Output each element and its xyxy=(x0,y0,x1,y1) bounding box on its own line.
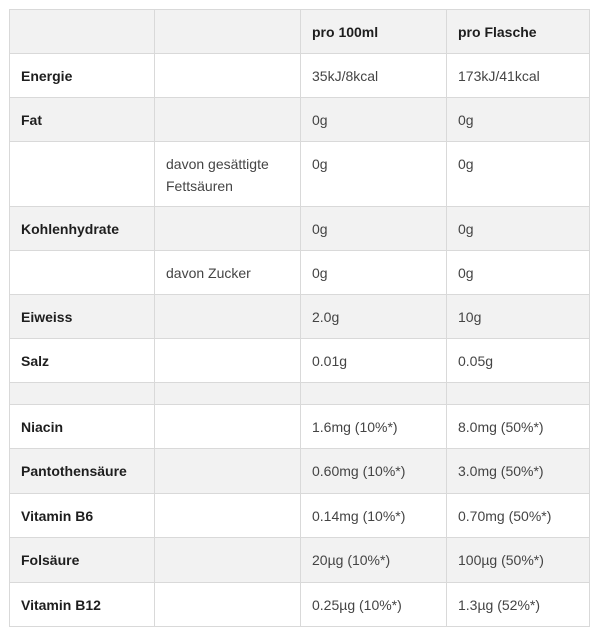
row-value-per-bottle: 0g xyxy=(447,98,590,142)
row-value-per-100ml: 0g xyxy=(301,98,447,142)
table-row xyxy=(10,98,590,142)
row-label: Niacin xyxy=(10,405,155,449)
row-label: Eiweiss xyxy=(10,295,155,339)
row-sublabel xyxy=(155,339,301,383)
table-row xyxy=(10,295,590,339)
row-value-per-100ml: 0g xyxy=(301,207,447,251)
row-label: Kohlenhydrate xyxy=(10,207,155,251)
row-sublabel xyxy=(155,207,301,251)
row-label: Salz xyxy=(10,339,155,383)
row-value-per-bottle: 173kJ/41kcal xyxy=(447,54,590,98)
row-sublabel: davon Zucker xyxy=(155,251,301,295)
table-row xyxy=(10,405,590,449)
header-cell-per-100ml: pro 100ml xyxy=(301,10,447,54)
header-cell-sub xyxy=(155,10,301,54)
row-value-per-100ml: 0.01g xyxy=(301,339,447,383)
row-label: Folsäure xyxy=(10,538,155,583)
row-value-per-100ml: 0g xyxy=(301,142,447,207)
row-value-per-bottle: 0.70mg (50%*) xyxy=(447,494,590,538)
row-label xyxy=(10,251,155,295)
table-row xyxy=(10,583,590,627)
row-sublabel xyxy=(155,98,301,142)
row-value-per-bottle: 100µg (50%*) xyxy=(447,538,590,583)
row-value-per-bottle xyxy=(447,383,590,405)
header-cell-per-bottle: pro Flasche xyxy=(447,10,590,54)
row-label xyxy=(10,383,155,405)
row-label xyxy=(10,142,155,207)
row-sublabel xyxy=(155,54,301,98)
row-value-per-bottle: 0g xyxy=(447,251,590,295)
nutrition-table-container xyxy=(9,9,590,627)
row-sublabel xyxy=(155,494,301,538)
row-label: Pantothensäure xyxy=(10,449,155,494)
row-value-per-100ml: 0.14mg (10%*) xyxy=(301,494,447,538)
row-value-per-bottle: 0.05g xyxy=(447,339,590,383)
row-value-per-100ml: 0.60mg (10%*) xyxy=(301,449,447,494)
table-row xyxy=(10,339,590,383)
table-spacer-row xyxy=(10,383,590,405)
row-sublabel xyxy=(155,449,301,494)
row-value-per-100ml: 20µg (10%*) xyxy=(301,538,447,583)
table-row xyxy=(10,251,590,295)
row-sublabel xyxy=(155,295,301,339)
row-value-per-100ml xyxy=(301,383,447,405)
nutrition-table xyxy=(9,9,590,627)
row-label: Energie xyxy=(10,54,155,98)
row-value-per-100ml: 0.25µg (10%*) xyxy=(301,583,447,627)
header-cell-nutrient xyxy=(10,10,155,54)
row-value-per-bottle: 8.0mg (50%*) xyxy=(447,405,590,449)
table-row xyxy=(10,142,590,207)
table-row xyxy=(10,207,590,251)
row-sublabel xyxy=(155,583,301,627)
table-row xyxy=(10,538,590,583)
row-value-per-100ml: 35kJ/8kcal xyxy=(301,54,447,98)
row-sublabel xyxy=(155,538,301,583)
row-value-per-bottle: 3.0mg (50%*) xyxy=(447,449,590,494)
row-label: Fat xyxy=(10,98,155,142)
row-value-per-100ml: 1.6mg (10%*) xyxy=(301,405,447,449)
row-value-per-bottle: 0g xyxy=(447,142,590,207)
row-label: Vitamin B6 xyxy=(10,494,155,538)
table-header-row xyxy=(10,10,590,54)
row-sublabel xyxy=(155,405,301,449)
row-label: Vitamin B12 xyxy=(10,583,155,627)
row-sublabel: davon gesättigte Fettsäuren xyxy=(155,142,301,207)
row-value-per-100ml: 2.0g xyxy=(301,295,447,339)
row-value-per-bottle: 1.3µg (52%*) xyxy=(447,583,590,627)
table-row xyxy=(10,494,590,538)
table-row xyxy=(10,449,590,494)
table-row xyxy=(10,54,590,98)
row-value-per-bottle: 10g xyxy=(447,295,590,339)
row-sublabel xyxy=(155,383,301,405)
row-value-per-100ml: 0g xyxy=(301,251,447,295)
row-value-per-bottle: 0g xyxy=(447,207,590,251)
